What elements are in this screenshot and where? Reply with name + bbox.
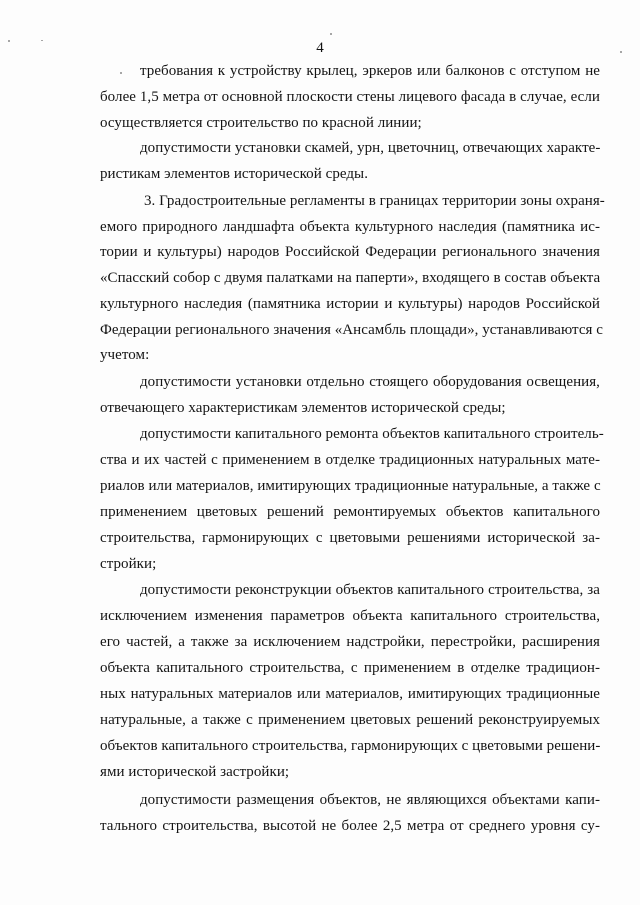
- text-line: его частей, а также за исключением надстройки, перестройки, расширения: [100, 634, 600, 650]
- text-line: ства и их частей с применением в отделке традиционных натуральных мате-: [100, 452, 600, 468]
- scan-speck: [8, 40, 10, 42]
- text-line: допустимости размещения объектов, не являющихся объектами капи-: [140, 792, 600, 808]
- text-line: допустимости установки скамей, урн, цветочниц, отвечающих характе-: [140, 140, 601, 156]
- text-line: отвечающего характеристикам элементов исторической среды;: [100, 400, 506, 416]
- text-line: исключением изменения параметров объекта капитального строительства,: [100, 608, 600, 624]
- text-line: тории и культуры) народов Российской Федерации регионального значения: [100, 244, 600, 260]
- text-line: строительства, гармонирующих с цветовыми решениями исторической за-: [100, 530, 600, 546]
- text-line: допустимости реконструкции объектов капитального строительства, за: [140, 582, 600, 598]
- text-line: ями исторической застройки;: [100, 764, 290, 780]
- text-line: допустимости капитального ремонта объектов капитального строитель-: [140, 426, 604, 442]
- text-line: Федерации регионального значения «Ансамбль площади», устанавливаются с: [100, 322, 603, 338]
- text-line: тального строительства, высотой не более 2,5 метра от среднего уровня су-: [100, 818, 600, 834]
- text-line: емого природного ландшафта объекта культурного наследия (памятника ис-: [100, 219, 600, 235]
- text-line: осуществляется строительство по красной линии;: [100, 115, 422, 131]
- text-line: ных натуральных материалов или материалов, имитирующих традиционные: [100, 686, 600, 702]
- text-line: стройки;: [100, 556, 157, 572]
- scan-speck: [41, 40, 43, 41]
- scan-speck: [620, 51, 622, 53]
- text-line: натуральные, а также с применением цветовых решений реконструируемых: [100, 712, 600, 728]
- text-line: применением цветовых решений ремонтируемых объектов капитального: [100, 504, 600, 520]
- text-line: допустимости установки отдельно стоящего оборудования освещения,: [140, 374, 600, 390]
- text-line: более 1,5 метра от основной плоскости стены лицевого фасада в случае, если: [100, 89, 600, 105]
- text-line: ристикам элементов исторической среды.: [100, 166, 368, 182]
- text-line: учетом:: [100, 347, 150, 363]
- text-line: объектов капитального строительства, гармонирующих с цветовыми решени-: [100, 738, 601, 754]
- text-line: риалов или материалов, имитирующих традиционные натуральные, а также с: [100, 478, 601, 494]
- page-number: 4: [316, 40, 324, 56]
- text-line: культурного наследия (памятника истории и культуры) народов Российской: [100, 296, 600, 312]
- text-line: «Спасский собор с двумя палатками на паперти», входящего в состав объекта: [100, 270, 601, 286]
- text-line: 3. Градостроительные регламенты в границах территории зоны охраня-: [144, 193, 605, 209]
- text-line: требования к устройству крылец, эркеров или балконов с отступом не: [140, 63, 600, 79]
- text-line: объекта капитального строительства, с применением в отделке традицион-: [100, 660, 600, 676]
- scan-speck: [330, 33, 332, 35]
- scan-speck: [120, 72, 122, 74]
